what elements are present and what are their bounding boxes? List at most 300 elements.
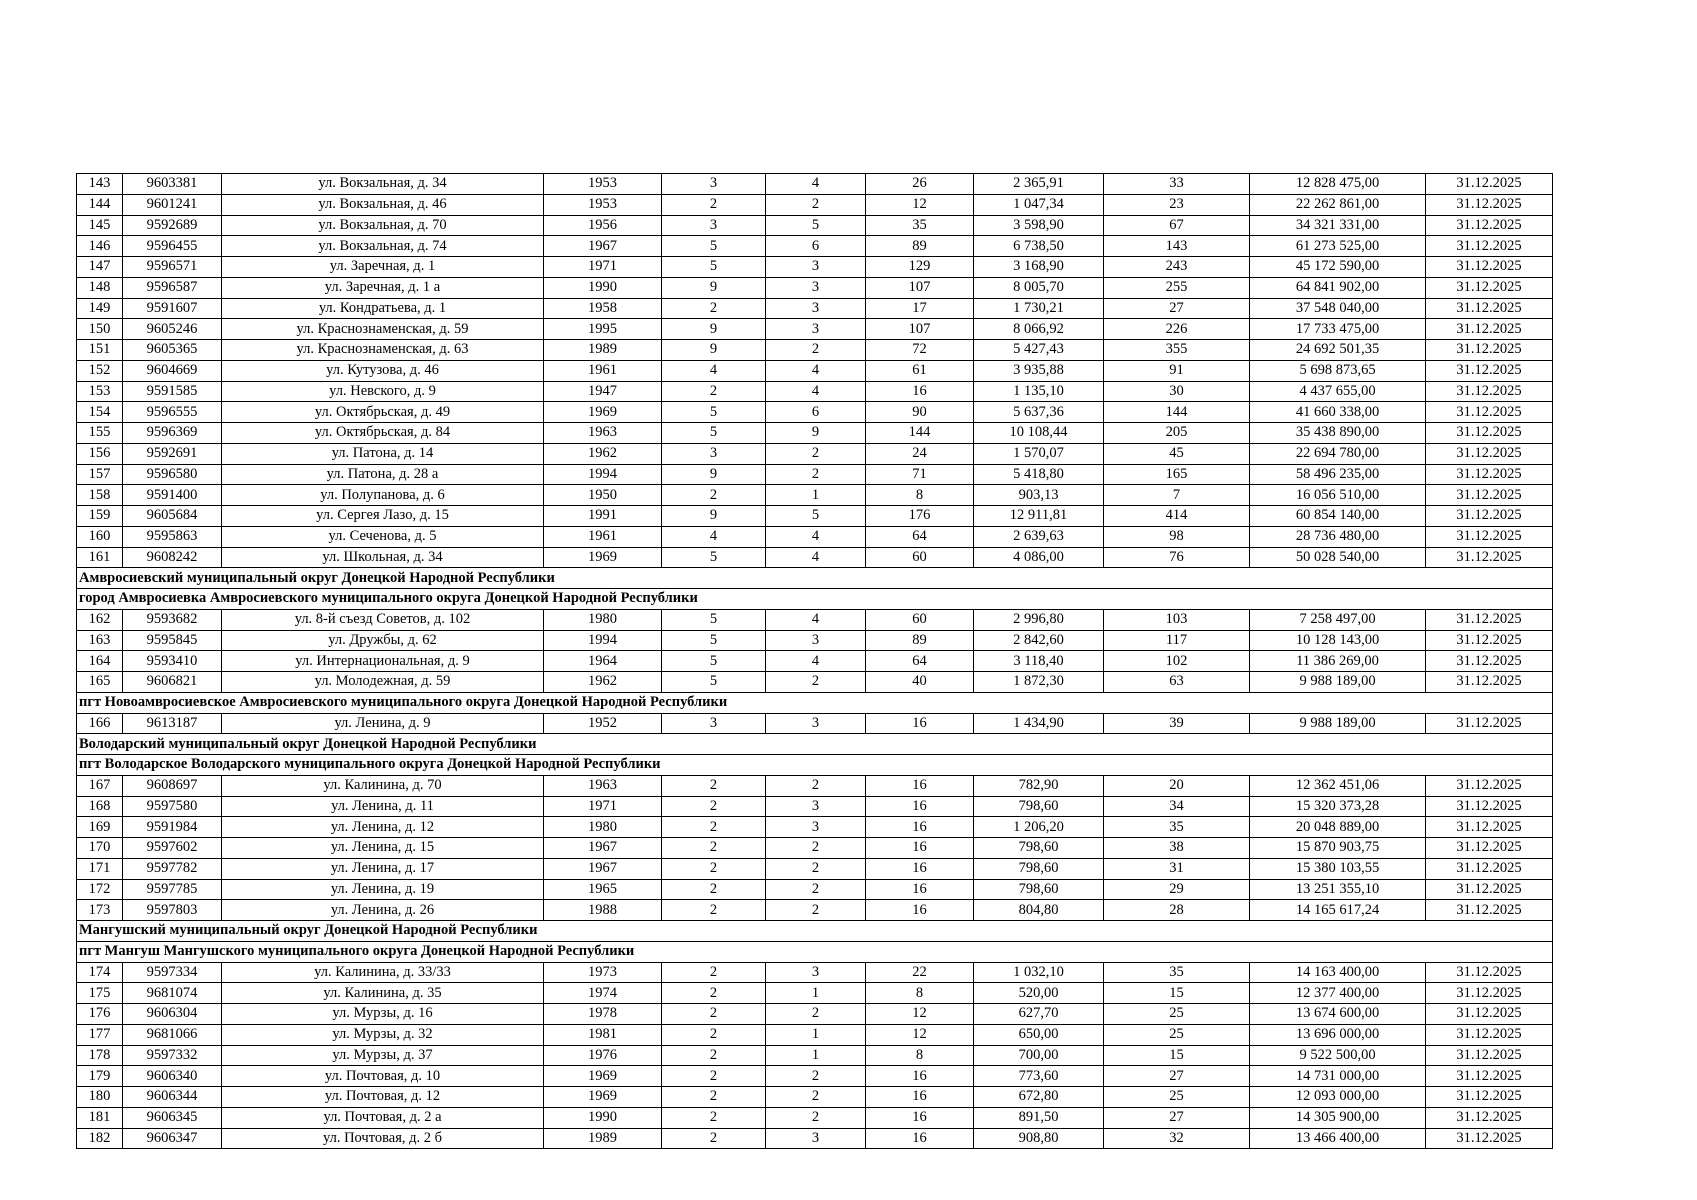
- deadline-date-cell: 31.12.2025: [1426, 651, 1553, 672]
- cost-cell: 9 988 189,00: [1250, 713, 1426, 734]
- floors-cell: 2: [662, 485, 766, 506]
- floors-cell: 2: [662, 900, 766, 921]
- building-id-cell: 9613187: [123, 713, 222, 734]
- entrances-cell: 6: [766, 236, 866, 257]
- entrances-cell: 1: [766, 485, 866, 506]
- year-built-cell: 1964: [544, 651, 662, 672]
- building-id-cell: 9606340: [123, 1066, 222, 1087]
- area-cell: 520,00: [974, 983, 1104, 1004]
- floors-cell: 5: [662, 651, 766, 672]
- area-cell: 4 086,00: [974, 547, 1104, 568]
- year-built-cell: 1962: [544, 672, 662, 693]
- building-id-cell: 9603381: [123, 174, 222, 195]
- row-number-cell: 174: [77, 962, 123, 983]
- area-cell: 1 872,30: [974, 672, 1104, 693]
- entrances-cell: 4: [766, 526, 866, 547]
- row-number-cell: 168: [77, 796, 123, 817]
- address-cell: ул. Молодежная, д. 59: [222, 672, 544, 693]
- table-row: [77, 858, 1553, 879]
- deadline-date-cell: 31.12.2025: [1426, 630, 1553, 651]
- year-built-cell: 1971: [544, 257, 662, 278]
- cost-cell: 5 698 873,65: [1250, 360, 1426, 381]
- building-id-cell: 9597782: [123, 858, 222, 879]
- floors-cell: 5: [662, 672, 766, 693]
- apartments-cell: 16: [866, 879, 974, 900]
- year-built-cell: 1990: [544, 1107, 662, 1128]
- building-id-cell: 9591585: [123, 381, 222, 402]
- cost-cell: 15 320 373,28: [1250, 796, 1426, 817]
- floors-cell: 9: [662, 506, 766, 527]
- table-row: [77, 277, 1553, 298]
- apartments-cell: 16: [866, 796, 974, 817]
- residents-cell: 226: [1104, 319, 1250, 340]
- apartments-cell: 16: [866, 858, 974, 879]
- year-built-cell: 1947: [544, 381, 662, 402]
- entrances-cell: 1: [766, 1045, 866, 1066]
- row-number-cell: 146: [77, 236, 123, 257]
- cost-cell: 15 870 903,75: [1250, 838, 1426, 859]
- table-row: [77, 838, 1553, 859]
- area-cell: 10 108,44: [974, 423, 1104, 444]
- building-id-cell: 9591400: [123, 485, 222, 506]
- table-row: [77, 796, 1553, 817]
- residents-cell: 25: [1104, 1087, 1250, 1108]
- row-number-cell: 179: [77, 1066, 123, 1087]
- deadline-date-cell: 31.12.2025: [1426, 672, 1553, 693]
- table-row: [77, 526, 1553, 547]
- building-id-cell: 9595845: [123, 630, 222, 651]
- residents-cell: 25: [1104, 1004, 1250, 1025]
- row-number-cell: 165: [77, 672, 123, 693]
- entrances-cell: 2: [766, 1066, 866, 1087]
- area-cell: 1 206,20: [974, 817, 1104, 838]
- table-row: [77, 215, 1553, 236]
- building-id-cell: 9608242: [123, 547, 222, 568]
- building-id-cell: 9597785: [123, 879, 222, 900]
- entrances-cell: 5: [766, 215, 866, 236]
- address-cell: ул. Калинина, д. 35: [222, 983, 544, 1004]
- year-built-cell: 1991: [544, 506, 662, 527]
- building-id-cell: 9681066: [123, 1024, 222, 1045]
- table-row: [77, 962, 1553, 983]
- table-row: [77, 1024, 1553, 1045]
- table-row: [77, 464, 1553, 485]
- year-built-cell: 1953: [544, 194, 662, 215]
- address-cell: ул. Почтовая, д. 12: [222, 1087, 544, 1108]
- table-row: [77, 506, 1553, 527]
- entrances-cell: 4: [766, 360, 866, 381]
- section-header-row: [77, 921, 1553, 942]
- deadline-date-cell: 31.12.2025: [1426, 277, 1553, 298]
- building-id-cell: 9592691: [123, 443, 222, 464]
- building-id-cell: 9591984: [123, 817, 222, 838]
- floors-cell: 5: [662, 630, 766, 651]
- section-title: Амвросиевский муниципальный округ Донецкой Народной Республики: [77, 568, 1553, 589]
- building-id-cell: 9604669: [123, 360, 222, 381]
- apartments-cell: 8: [866, 1045, 974, 1066]
- year-built-cell: 1980: [544, 817, 662, 838]
- table-row: [77, 630, 1553, 651]
- row-number-cell: 157: [77, 464, 123, 485]
- table-body: [77, 174, 1553, 1149]
- table-row: [77, 236, 1553, 257]
- building-id-cell: 9605246: [123, 319, 222, 340]
- area-cell: 1 730,21: [974, 298, 1104, 319]
- row-number-cell: 169: [77, 817, 123, 838]
- area-cell: 1 570,07: [974, 443, 1104, 464]
- address-cell: ул. Почтовая, д. 10: [222, 1066, 544, 1087]
- year-built-cell: 1974: [544, 983, 662, 1004]
- apartments-cell: 129: [866, 257, 974, 278]
- row-number-cell: 144: [77, 194, 123, 215]
- row-number-cell: 164: [77, 651, 123, 672]
- cost-cell: 61 273 525,00: [1250, 236, 1426, 257]
- table-row: [77, 1066, 1553, 1087]
- address-cell: ул. Краснознаменская, д. 59: [222, 319, 544, 340]
- table-row: [77, 319, 1553, 340]
- year-built-cell: 1969: [544, 1087, 662, 1108]
- building-id-cell: 9601241: [123, 194, 222, 215]
- address-cell: ул. Мурзы, д. 16: [222, 1004, 544, 1025]
- table-row: [77, 174, 1553, 195]
- entrances-cell: 3: [766, 277, 866, 298]
- residents-cell: 30: [1104, 381, 1250, 402]
- cost-cell: 12 362 451,06: [1250, 775, 1426, 796]
- row-number-cell: 145: [77, 215, 123, 236]
- floors-cell: 2: [662, 1024, 766, 1045]
- row-number-cell: 163: [77, 630, 123, 651]
- table-row: [77, 381, 1553, 402]
- entrances-cell: 1: [766, 1024, 866, 1045]
- residents-cell: 91: [1104, 360, 1250, 381]
- residents-cell: 67: [1104, 215, 1250, 236]
- building-id-cell: 9597332: [123, 1045, 222, 1066]
- cost-cell: 7 258 497,00: [1250, 609, 1426, 630]
- row-number-cell: 181: [77, 1107, 123, 1128]
- cost-cell: 13 674 600,00: [1250, 1004, 1426, 1025]
- apartments-cell: 89: [866, 630, 974, 651]
- cost-cell: 28 736 480,00: [1250, 526, 1426, 547]
- apartments-cell: 16: [866, 1107, 974, 1128]
- year-built-cell: 1969: [544, 402, 662, 423]
- entrances-cell: 3: [766, 1128, 866, 1149]
- apartments-cell: 12: [866, 1024, 974, 1045]
- entrances-cell: 2: [766, 672, 866, 693]
- residents-cell: 45: [1104, 443, 1250, 464]
- year-built-cell: 1994: [544, 630, 662, 651]
- floors-cell: 2: [662, 194, 766, 215]
- deadline-date-cell: 31.12.2025: [1426, 1045, 1553, 1066]
- deadline-date-cell: 31.12.2025: [1426, 360, 1553, 381]
- floors-cell: 2: [662, 1066, 766, 1087]
- building-id-cell: 9595863: [123, 526, 222, 547]
- section-title: город Амвросиевка Амвросиевского муниципального округа Донецкой Народной Республики: [77, 589, 1553, 610]
- address-cell: ул. Интернациональная, д. 9: [222, 651, 544, 672]
- building-id-cell: 9593682: [123, 609, 222, 630]
- building-id-cell: 9596455: [123, 236, 222, 257]
- residents-cell: 102: [1104, 651, 1250, 672]
- deadline-date-cell: 31.12.2025: [1426, 879, 1553, 900]
- area-cell: 12 911,81: [974, 506, 1104, 527]
- year-built-cell: 1971: [544, 796, 662, 817]
- deadline-date-cell: 31.12.2025: [1426, 900, 1553, 921]
- residents-cell: 63: [1104, 672, 1250, 693]
- area-cell: 798,60: [974, 858, 1104, 879]
- floors-cell: 5: [662, 423, 766, 444]
- building-id-cell: 9606345: [123, 1107, 222, 1128]
- residents-cell: 103: [1104, 609, 1250, 630]
- area-cell: 2 365,91: [974, 174, 1104, 195]
- area-cell: 1 047,34: [974, 194, 1104, 215]
- floors-cell: 5: [662, 236, 766, 257]
- cost-cell: 15 380 103,55: [1250, 858, 1426, 879]
- entrances-cell: 5: [766, 506, 866, 527]
- cost-cell: 20 048 889,00: [1250, 817, 1426, 838]
- table-row: [77, 547, 1553, 568]
- row-number-cell: 147: [77, 257, 123, 278]
- year-built-cell: 1978: [544, 1004, 662, 1025]
- area-cell: 5 418,80: [974, 464, 1104, 485]
- year-built-cell: 1956: [544, 215, 662, 236]
- residents-cell: 33: [1104, 174, 1250, 195]
- deadline-date-cell: 31.12.2025: [1426, 713, 1553, 734]
- entrances-cell: 2: [766, 1004, 866, 1025]
- cost-cell: 22 262 861,00: [1250, 194, 1426, 215]
- building-id-cell: 9593410: [123, 651, 222, 672]
- row-number-cell: 159: [77, 506, 123, 527]
- row-number-cell: 158: [77, 485, 123, 506]
- apartments-cell: 64: [866, 651, 974, 672]
- floors-cell: 9: [662, 340, 766, 361]
- section-header-row: [77, 692, 1553, 713]
- cost-cell: 64 841 902,00: [1250, 277, 1426, 298]
- residents-cell: 31: [1104, 858, 1250, 879]
- table-row: [77, 1107, 1553, 1128]
- residents-cell: 39: [1104, 713, 1250, 734]
- area-cell: 3 598,90: [974, 215, 1104, 236]
- apartments-cell: 8: [866, 983, 974, 1004]
- section-header-row: [77, 941, 1553, 962]
- entrances-cell: 1: [766, 983, 866, 1004]
- housing-register-table: [76, 173, 1553, 1149]
- area-cell: 773,60: [974, 1066, 1104, 1087]
- building-id-cell: 9606347: [123, 1128, 222, 1149]
- year-built-cell: 1967: [544, 858, 662, 879]
- deadline-date-cell: 31.12.2025: [1426, 485, 1553, 506]
- area-cell: 700,00: [974, 1045, 1104, 1066]
- row-number-cell: 170: [77, 838, 123, 859]
- row-number-cell: 167: [77, 775, 123, 796]
- address-cell: ул. Дружбы, д. 62: [222, 630, 544, 651]
- deadline-date-cell: 31.12.2025: [1426, 817, 1553, 838]
- building-id-cell: 9606344: [123, 1087, 222, 1108]
- floors-cell: 4: [662, 526, 766, 547]
- residents-cell: 25: [1104, 1024, 1250, 1045]
- entrances-cell: 2: [766, 194, 866, 215]
- residents-cell: 165: [1104, 464, 1250, 485]
- building-id-cell: 9597602: [123, 838, 222, 859]
- table-row: [77, 194, 1553, 215]
- building-id-cell: 9606821: [123, 672, 222, 693]
- table-row: [77, 257, 1553, 278]
- cost-cell: 16 056 510,00: [1250, 485, 1426, 506]
- address-cell: ул. Полупанова, д. 6: [222, 485, 544, 506]
- year-built-cell: 1969: [544, 1066, 662, 1087]
- entrances-cell: 4: [766, 547, 866, 568]
- cost-cell: 14 305 900,00: [1250, 1107, 1426, 1128]
- residents-cell: 27: [1104, 298, 1250, 319]
- entrances-cell: 4: [766, 609, 866, 630]
- cost-cell: 34 321 331,00: [1250, 215, 1426, 236]
- building-id-cell: 9592689: [123, 215, 222, 236]
- deadline-date-cell: 31.12.2025: [1426, 1024, 1553, 1045]
- floors-cell: 2: [662, 1004, 766, 1025]
- table-row: [77, 672, 1553, 693]
- apartments-cell: 12: [866, 1004, 974, 1025]
- apartments-cell: 61: [866, 360, 974, 381]
- floors-cell: 2: [662, 838, 766, 859]
- address-cell: ул. Сергея Лазо, д. 15: [222, 506, 544, 527]
- floors-cell: 5: [662, 547, 766, 568]
- table-row: [77, 817, 1553, 838]
- residents-cell: 414: [1104, 506, 1250, 527]
- apartments-cell: 89: [866, 236, 974, 257]
- apartments-cell: 90: [866, 402, 974, 423]
- section-title: Володарский муниципальный округ Донецкой Народной Республики: [77, 734, 1553, 755]
- area-cell: 1 135,10: [974, 381, 1104, 402]
- cost-cell: 13 251 355,10: [1250, 879, 1426, 900]
- apartments-cell: 16: [866, 1087, 974, 1108]
- row-number-cell: 155: [77, 423, 123, 444]
- address-cell: ул. Патона, д. 14: [222, 443, 544, 464]
- year-built-cell: 1969: [544, 547, 662, 568]
- address-cell: ул. Заречная, д. 1: [222, 257, 544, 278]
- building-id-cell: 9596580: [123, 464, 222, 485]
- address-cell: ул. Почтовая, д. 2 а: [222, 1107, 544, 1128]
- deadline-date-cell: 31.12.2025: [1426, 838, 1553, 859]
- residents-cell: 32: [1104, 1128, 1250, 1149]
- cost-cell: 10 128 143,00: [1250, 630, 1426, 651]
- year-built-cell: 1967: [544, 236, 662, 257]
- deadline-date-cell: 31.12.2025: [1426, 257, 1553, 278]
- address-cell: ул. 8-й съезд Советов, д. 102: [222, 609, 544, 630]
- cost-cell: 50 028 540,00: [1250, 547, 1426, 568]
- cost-cell: 13 466 400,00: [1250, 1128, 1426, 1149]
- cost-cell: 22 694 780,00: [1250, 443, 1426, 464]
- apartments-cell: 35: [866, 215, 974, 236]
- address-cell: ул. Вокзальная, д. 70: [222, 215, 544, 236]
- area-cell: 903,13: [974, 485, 1104, 506]
- apartments-cell: 16: [866, 817, 974, 838]
- building-id-cell: 9605365: [123, 340, 222, 361]
- entrances-cell: 3: [766, 962, 866, 983]
- residents-cell: 243: [1104, 257, 1250, 278]
- area-cell: 3 168,90: [974, 257, 1104, 278]
- deadline-date-cell: 31.12.2025: [1426, 609, 1553, 630]
- residents-cell: 355: [1104, 340, 1250, 361]
- year-built-cell: 1976: [544, 1045, 662, 1066]
- cost-cell: 12 093 000,00: [1250, 1087, 1426, 1108]
- area-cell: 2 639,63: [974, 526, 1104, 547]
- cost-cell: 4 437 655,00: [1250, 381, 1426, 402]
- row-number-cell: 160: [77, 526, 123, 547]
- table-row: [77, 485, 1553, 506]
- residents-cell: 38: [1104, 838, 1250, 859]
- deadline-date-cell: 31.12.2025: [1426, 1004, 1553, 1025]
- residents-cell: 27: [1104, 1107, 1250, 1128]
- row-number-cell: 156: [77, 443, 123, 464]
- apartments-cell: 12: [866, 194, 974, 215]
- area-cell: 798,60: [974, 796, 1104, 817]
- entrances-cell: 2: [766, 858, 866, 879]
- floors-cell: 2: [662, 983, 766, 1004]
- year-built-cell: 1961: [544, 360, 662, 381]
- apartments-cell: 107: [866, 277, 974, 298]
- year-built-cell: 1995: [544, 319, 662, 340]
- floors-cell: 9: [662, 277, 766, 298]
- year-built-cell: 1953: [544, 174, 662, 195]
- cost-cell: 14 731 000,00: [1250, 1066, 1426, 1087]
- entrances-cell: 2: [766, 879, 866, 900]
- cost-cell: 12 828 475,00: [1250, 174, 1426, 195]
- address-cell: ул. Ленина, д. 15: [222, 838, 544, 859]
- floors-cell: 3: [662, 713, 766, 734]
- row-number-cell: 161: [77, 547, 123, 568]
- year-built-cell: 1952: [544, 713, 662, 734]
- table-row: [77, 340, 1553, 361]
- floors-cell: 2: [662, 858, 766, 879]
- cost-cell: 58 496 235,00: [1250, 464, 1426, 485]
- floors-cell: 2: [662, 879, 766, 900]
- residents-cell: 144: [1104, 402, 1250, 423]
- area-cell: 3 118,40: [974, 651, 1104, 672]
- address-cell: ул. Невского, д. 9: [222, 381, 544, 402]
- year-built-cell: 1988: [544, 900, 662, 921]
- building-id-cell: 9596571: [123, 257, 222, 278]
- apartments-cell: 40: [866, 672, 974, 693]
- row-number-cell: 182: [77, 1128, 123, 1149]
- area-cell: 672,80: [974, 1087, 1104, 1108]
- area-cell: 5 637,36: [974, 402, 1104, 423]
- area-cell: 8 005,70: [974, 277, 1104, 298]
- apartments-cell: 8: [866, 485, 974, 506]
- apartments-cell: 16: [866, 838, 974, 859]
- residents-cell: 15: [1104, 983, 1250, 1004]
- row-number-cell: 150: [77, 319, 123, 340]
- table-row: [77, 983, 1553, 1004]
- area-cell: 8 066,92: [974, 319, 1104, 340]
- cost-cell: 60 854 140,00: [1250, 506, 1426, 527]
- residents-cell: 23: [1104, 194, 1250, 215]
- row-number-cell: 143: [77, 174, 123, 195]
- cost-cell: 35 438 890,00: [1250, 423, 1426, 444]
- apartments-cell: 144: [866, 423, 974, 444]
- building-id-cell: 9608697: [123, 775, 222, 796]
- apartments-cell: 60: [866, 609, 974, 630]
- apartments-cell: 17: [866, 298, 974, 319]
- floors-cell: 3: [662, 174, 766, 195]
- apartments-cell: 176: [866, 506, 974, 527]
- deadline-date-cell: 31.12.2025: [1426, 1087, 1553, 1108]
- year-built-cell: 1958: [544, 298, 662, 319]
- floors-cell: 2: [662, 1128, 766, 1149]
- address-cell: ул. Вокзальная, д. 74: [222, 236, 544, 257]
- entrances-cell: 2: [766, 900, 866, 921]
- cost-cell: 37 548 040,00: [1250, 298, 1426, 319]
- year-built-cell: 1990: [544, 277, 662, 298]
- floors-cell: 2: [662, 796, 766, 817]
- address-cell: ул. Мурзы, д. 37: [222, 1045, 544, 1066]
